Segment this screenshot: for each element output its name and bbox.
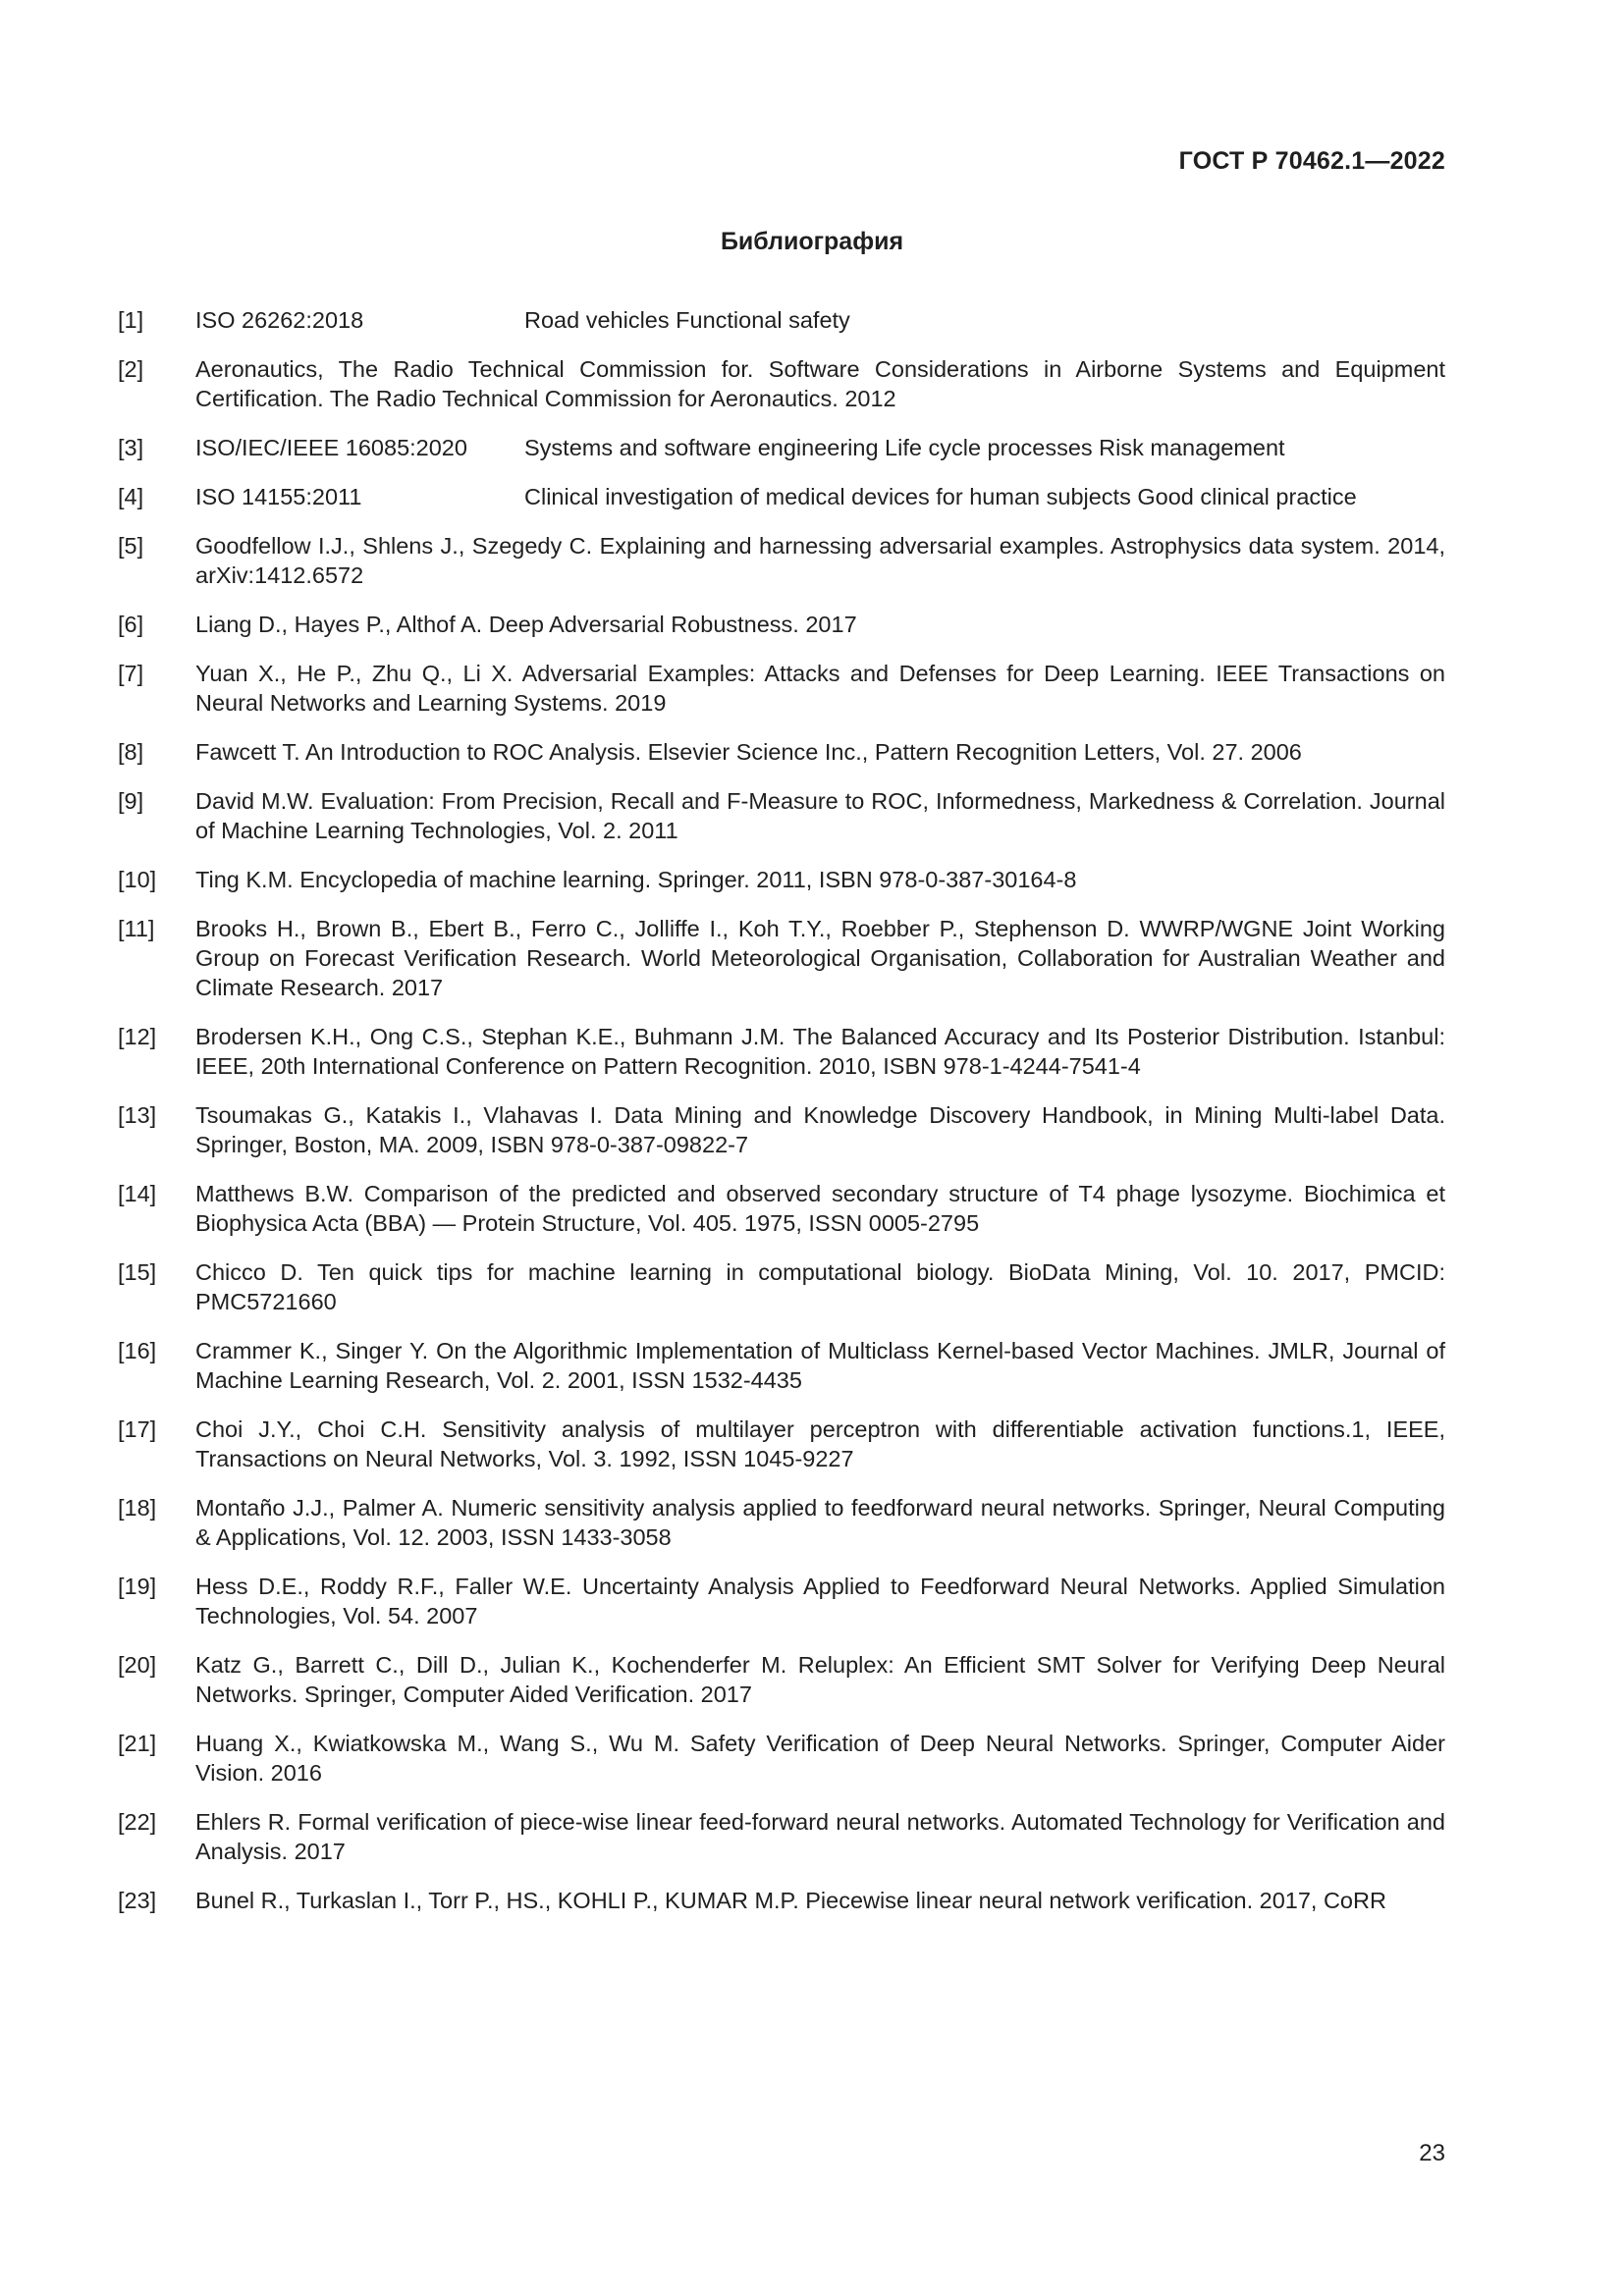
reference-text: Matthews B.W. Comparison of the predicted and observed secondary structure of T4 phage lysozyme. Biochimica et Biophysica Acta (BBA) — Protein Structure, Vol. 405. 1975, ISSN 0005-2795 [195, 1181, 1445, 1236]
reference-body [195, 1886, 1445, 1915]
section-title: Библиография [720, 228, 904, 255]
reference-item [118, 354, 1445, 413]
reference-text: Choi J.Y., Choi C.H. Sensitivity analysis of multilayer perceptron with differentiable activation functions.1, IEEE, Transactions on Neural Networks, Vol. 3. 1992, ISSN 1045-9227 [195, 1416, 1445, 1471]
reference-item [118, 610, 1445, 639]
reference-body [195, 1650, 1445, 1709]
reference-item [118, 531, 1445, 590]
reference-text: Clinical investigation of medical devices for human subjects Good clinical practice [524, 484, 1357, 509]
reference-item [118, 737, 1445, 767]
reference-number: [2] [118, 356, 144, 382]
reference-number: [7] [118, 661, 144, 686]
reference-number: [17] [118, 1416, 157, 1442]
reference-item [118, 659, 1445, 718]
reference-text: Huang X., Kwiatkowska M., Wang S., Wu M. Safety Verification of Deep Neural Networks. Springer, Computer Aider Vision. 2016 [195, 1731, 1445, 1786]
reference-text: Goodfellow I.J., Shlens J., Szegedy C. Explaining and harnessing adversarial examples. Astrophysics data system. 2014, arXiv:1412.6572 [195, 533, 1445, 588]
reference-number: [6] [118, 612, 144, 637]
reference-text: Ehlers R. Formal verification of piece-wise linear feed-forward neural networks. Automated Technology for Verification and Analysis. 2017 [195, 1809, 1445, 1864]
reference-body [195, 1415, 1445, 1473]
reference-item [118, 914, 1445, 1002]
reference-text: Crammer K., Singer Y. On the Algorithmic Implementation of Multiclass Kernel-based Vector Machines. JMLR, Journal of Machine Learning Research, Vol. 2. 2001, ISSN 1532-4435 [195, 1338, 1445, 1393]
reference-body [195, 433, 1445, 462]
reference-standard: ISO/IEC/IEEE 16085:2020 [195, 435, 467, 460]
reference-number: [8] [118, 739, 144, 765]
reference-number: [9] [118, 788, 144, 814]
reference-item [118, 433, 1445, 462]
reference-number: [3] [118, 435, 144, 460]
reference-number: [10] [118, 867, 157, 892]
reference-item [118, 1022, 1445, 1081]
reference-number: [11] [118, 916, 155, 941]
reference-item [118, 1572, 1445, 1630]
reference-item [118, 305, 1445, 335]
reference-number: [12] [118, 1024, 157, 1049]
reference-text: Ting K.M. Encyclopedia of machine learning. Springer. 2011, ISBN 978-0-387-30164-8 [195, 867, 1077, 892]
reference-number: [20] [118, 1652, 157, 1678]
reference-text: Katz G., Barrett C., Dill D., Julian K., Kochenderfer M. Reluplex: An Efficient SMT Solver for Verifying Deep Neural Networks. Springer, Computer Aided Verification. 2017 [195, 1652, 1445, 1707]
reference-body [195, 610, 1445, 639]
reference-body [195, 1100, 1445, 1159]
reference-number: [13] [118, 1102, 157, 1128]
reference-text: Road vehicles Functional safety [524, 307, 850, 333]
page-number: 23 [1419, 2140, 1445, 2166]
reference-item [118, 1100, 1445, 1159]
reference-body [195, 1257, 1445, 1316]
reference-text: Chicco D. Ten quick tips for machine learning in computational biology. BioData Mining, Vol. 10. 2017, PMCID: PMC5721660 [195, 1259, 1445, 1314]
reference-number: [22] [118, 1809, 157, 1835]
reference-item [118, 1336, 1445, 1395]
reference-number: [19] [118, 1574, 157, 1599]
reference-number: [4] [118, 484, 144, 509]
reference-text: Brodersen K.H., Ong C.S., Stephan K.E., Buhmann J.M. The Balanced Accuracy and Its Posterior Distribution. Istanbul: IEEE, 20th International Conference on Pattern Recognition. 2010, ISBN 978-1-4244-7541-4 [195, 1024, 1445, 1079]
reference-item [118, 786, 1445, 845]
reference-item [118, 1886, 1445, 1915]
reference-text: Systems and software engineering Life cycle processes Risk management [524, 435, 1285, 460]
reference-body [195, 1493, 1445, 1552]
reference-text: Hess D.E., Roddy R.F., Faller W.E. Uncertainty Analysis Applied to Feedforward Neural Networks. Applied Simulation Technologies, Vol. 54. 2007 [195, 1574, 1445, 1629]
reference-body [195, 1022, 1445, 1081]
reference-body [195, 1807, 1445, 1866]
document-code: ГОСТ Р 70462.1—2022 [1178, 147, 1445, 175]
reference-number: [15] [118, 1259, 157, 1285]
reference-standard: ISO 26262:2018 [195, 307, 364, 333]
reference-body [195, 531, 1445, 590]
reference-item [118, 865, 1445, 894]
reference-item [118, 1807, 1445, 1866]
reference-item [118, 482, 1445, 511]
reference-text: Liang D., Hayes P., Althof A. Deep Adversarial Robustness. 2017 [195, 612, 857, 637]
reference-body [195, 865, 1445, 894]
reference-body [195, 354, 1445, 413]
reference-text: David M.W. Evaluation: From Precision, Recall and F-Measure to ROC, Informedness, Markedness & Correlation. Journal of Machine Learning Technologies, Vol. 2. 2011 [195, 788, 1445, 843]
reference-text: Brooks H., Brown B., Ebert B., Ferro C., Jolliffe I., Koh T.Y., Roebber P., Stephenson D. WWRP/WGNE Joint Working Group on Forecast Verification Research. World Meteorological Organisation, Collaboration for Australian Weather and Climate Research. 2017 [195, 916, 1445, 1000]
reference-standard: ISO 14155:2011 [195, 484, 362, 509]
reference-item [118, 1729, 1445, 1788]
reference-body [195, 482, 1445, 511]
reference-body [195, 1336, 1445, 1395]
reference-item [118, 1493, 1445, 1552]
reference-number: [18] [118, 1495, 157, 1521]
reference-body [195, 737, 1445, 767]
reference-number: [23] [118, 1888, 157, 1913]
bibliography-list [118, 305, 1445, 1935]
reference-text: Tsoumakas G., Katakis I., Vlahavas I. Data Mining and Knowledge Discovery Handbook, in Mining Multi-label Data. Springer, Boston, MA. 2009, ISBN 978-0-387-09822-7 [195, 1102, 1445, 1157]
reference-number: [1] [118, 307, 144, 333]
reference-body [195, 1729, 1445, 1788]
reference-number: [16] [118, 1338, 157, 1363]
reference-body [195, 1179, 1445, 1238]
reference-text: Montaño J.J., Palmer A. Numeric sensitivity analysis applied to feedforward neural networks. Springer, Neural Computing & Applications, Vol. 12. 2003, ISSN 1433-3058 [195, 1495, 1445, 1550]
reference-body [195, 1572, 1445, 1630]
reference-text: Bunel R., Turkaslan I., Torr P., HS., KOHLI P., KUMAR M.P. Piecewise linear neural network verification. 2017, CoRR [195, 1888, 1386, 1913]
reference-number: [5] [118, 533, 144, 559]
reference-text: Aeronautics, The Radio Technical Commission for. Software Considerations in Airborne Systems and Equipment Certification. The Radio Technical Commission for Aeronautics. 2012 [195, 356, 1445, 411]
reference-body [195, 914, 1445, 1002]
reference-item [118, 1179, 1445, 1238]
reference-body [195, 786, 1445, 845]
reference-text: Yuan X., He P., Zhu Q., Li X. Adversarial Examples: Attacks and Defenses for Deep Learning. IEEE Transactions on Neural Networks and Learning Systems. 2019 [195, 661, 1445, 716]
reference-body [195, 305, 1445, 335]
reference-body [195, 659, 1445, 718]
reference-item [118, 1415, 1445, 1473]
reference-number: [21] [118, 1731, 157, 1756]
reference-text: Fawcett T. An Introduction to ROC Analysis. Elsevier Science Inc., Pattern Recognition Letters, Vol. 27. 2006 [195, 739, 1302, 765]
reference-item [118, 1650, 1445, 1709]
reference-item [118, 1257, 1445, 1316]
reference-number: [14] [118, 1181, 157, 1206]
